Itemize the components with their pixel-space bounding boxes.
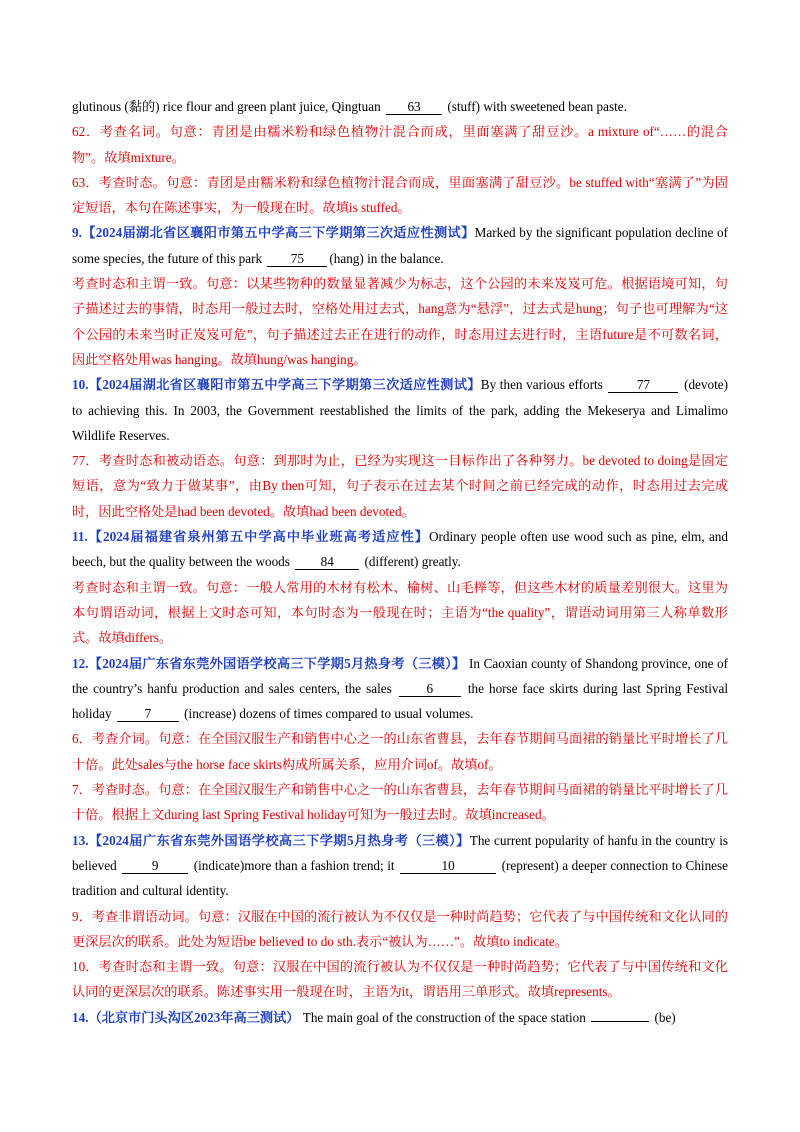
question-line: [72, 94, 728, 119]
question-item: [72, 651, 728, 727]
answer-blank: 7: [117, 707, 179, 722]
question-text: glutinous (黏的) rice flour and green plant juice, Qingtuan: [72, 99, 385, 114]
question-text: The main goal of the construction of the space station: [299, 1009, 590, 1025]
question-text: (be): [651, 1009, 676, 1025]
question-text: (different) greatly.: [361, 554, 461, 570]
question-item: [72, 828, 728, 904]
question-source-heading: 14.（北京市门头沟区2023年高三测试）: [72, 1009, 300, 1025]
question-text: (hang) in the balance.: [329, 250, 444, 266]
answer-explanation: 63．考查时态。句意：青团是由糯米粉和绿色植物汁混合而成，里面塞满了甜豆沙。be stuffed with“塞满了”为固定短语，本句在陈述事实，为一般现在时。故填is stuffed。: [72, 174, 728, 216]
question-item: [72, 1005, 728, 1030]
answer-explanation: 10．考查时态和主谓一致。句意：汉服在中国的流行被认为不仅仅是一种时尚趋势；它代表了与中国传统和文化认同的更深层次的联系。陈述事实用一般现在时，主语为it，谓语用三单形式。故填represents。: [72, 959, 728, 1000]
question-source-heading: 12.【2024届广东省东莞外国语学校高三下学期5月热身考（三模）】: [72, 655, 466, 671]
question-text: (increase) dozens of times compared to usual volumes.: [180, 706, 474, 722]
question-item: [72, 524, 728, 575]
question-text: (represent) a deeper connection to Chinese tradition and cultural identity.: [72, 857, 729, 899]
answer-explanation: 7．考查时态。句意：在全国汉服生产和销售中心之一的山东省曹县，去年春节期间马面裙的销量比平时增长了几十倍。根据上文during last Spring Festival holiday可知为一般过去时。故填increased。: [72, 782, 728, 823]
question-source-heading: 13.【2024届广东省东莞外国语学校高三下学期5月热身考（三模）】: [72, 832, 470, 848]
question-item: [72, 372, 728, 448]
question-text: In Caoxian county of Shandong province, one of the country’s hanfu production and sales centers, the sales: [72, 655, 728, 696]
answer-blank: 9: [122, 859, 188, 874]
question-text: (indicate)more than a fashion trend; it: [190, 857, 399, 873]
answer-blank: 63: [386, 100, 442, 115]
question-source-heading: 9.【2024届湖北省区襄阳市第五中学高三下学期第三次适应性测试】: [72, 225, 475, 241]
question-text: The current popularity of hanfu in the country is believed: [72, 832, 728, 873]
question-text: (stuff) with sweetened bean paste.: [444, 99, 627, 114]
question-text: (devote) to achieving this. In 2003, the Government reestablished the limits of the park, adding the Mekeserya and Limalimo Wildlife Reserves.: [72, 377, 729, 443]
answer-blank: [591, 1021, 649, 1022]
answer-blank: 6: [399, 682, 461, 697]
answer-explanation: 考查时态和主谓一致。句意：以某些物种的数量显著减少为标志，这个公园的未来岌岌可危。根据语境可知，句子描述过去的事情，时态用一般过去时，空格处用过去式，hang意为“悬浮”，过去式是hung；句子也可理解为“这个公园的未来当时正岌岌可危”，句子描述过去正在进行的动作，时态用过去进行时，主语future是不可数名词，因此空格处用was hanging。故填hung/was hanging。: [72, 276, 728, 367]
answer-blank: 75: [267, 252, 327, 267]
question-text: the horse face skirts during last Spring Festival holiday: [72, 680, 728, 722]
answer-blank: 10: [400, 859, 496, 874]
answer-explanation: 6．考查介词。句意：在全国汉服生产和销售中心之一的山东省曹县，去年春节期间马面裙的销量比平时增长了几十倍。此处sales与the horse face skirts构成所属关系，应用介词of。故填of。: [72, 731, 728, 772]
answer-blank: 77: [608, 378, 678, 393]
answer-explanation: 77．考查时态和被动语态。句意：到那时为止，已经为实现这一目标作出了各种努力。be devoted to doing是固定短语，意为“致力于做某事”，由By then可知，句子表示在过去某个时间之前已经完成的动作，时态用过去完成时，因此空格处是had been devoted。故填had been devoted。: [72, 453, 728, 519]
question-text: Marked by the significant population decline of some species, the future of this park: [72, 225, 728, 266]
question-source-heading: 11.【2024届福建省泉州第五中学高中毕业班高考适应性】: [72, 529, 430, 545]
question-item: [72, 220, 728, 271]
answer-explanation: 9．考查非谓语动词。句意：汉服在中国的流行被认为不仅仅是一种时尚趋势；它代表了与中国传统和文化认同的更深层次的联系。此处为短语be believed to do sth.表示“被认为……”。故填to indicate。: [72, 908, 728, 949]
answer-blank: 84: [295, 555, 359, 570]
answer-explanation: 考查时态和主谓一致。句意：一般人常用的木材有松木、榆树、山毛榉等，但这些木材的质量差别很大。这里为本句谓语动词，根据上文时态可知，本句时态为一般现在时；主语为“the quality”，谓语动词用第三人称单数形式。故填differs。: [72, 579, 728, 646]
question-source-heading: 10.【2024届湖北省区襄阳市第五中学高三下学期第三次适应性测试】: [72, 377, 481, 393]
question-text: Ordinary people often use wood such as pine, elm, and beech, but the quality between the woods: [72, 529, 728, 570]
answer-explanation: 62．考查名词。句意：青团是由糯米粉和绿色植物汁混合而成，里面塞满了甜豆沙。a mixture of“……的混合物”。故填mixture。: [72, 124, 728, 165]
question-text: By then various efforts: [480, 377, 607, 393]
